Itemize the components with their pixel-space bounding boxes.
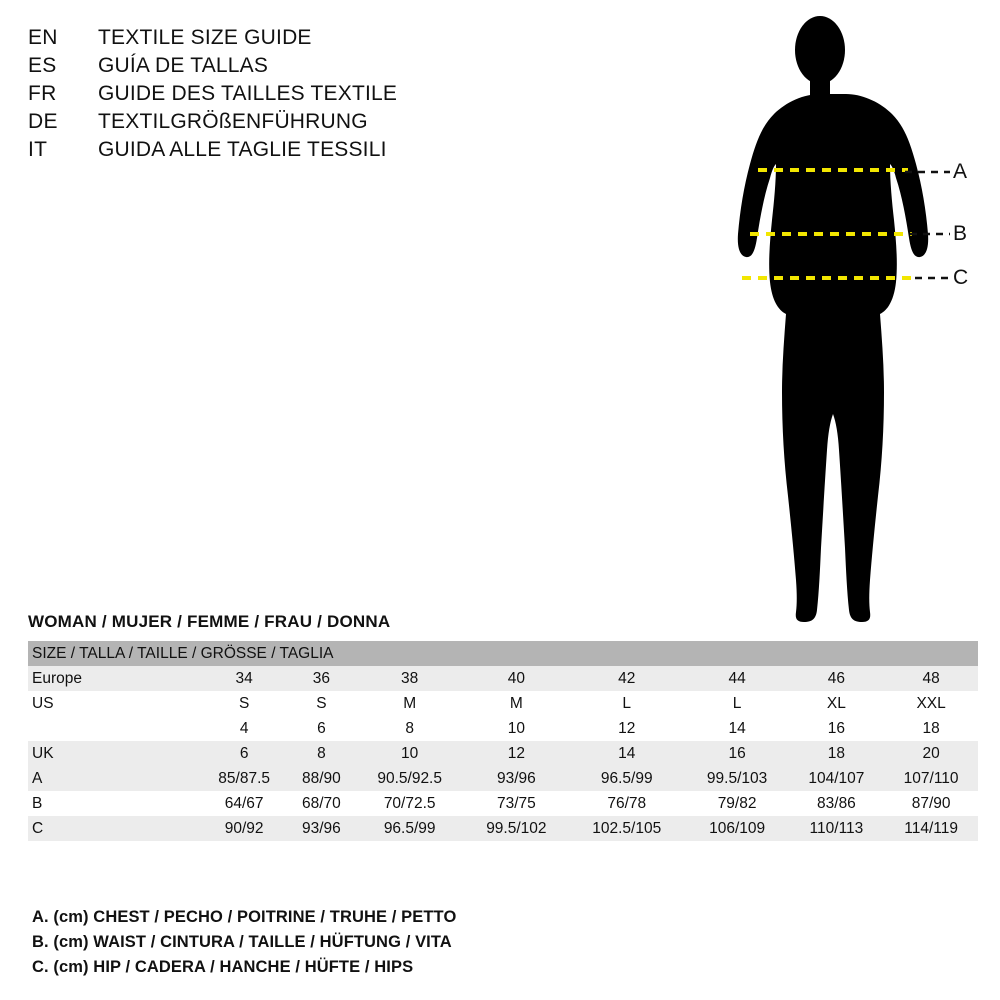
row-label-uk: UK bbox=[28, 741, 200, 766]
cell: XL bbox=[789, 691, 885, 716]
female-silhouette-icon bbox=[700, 10, 990, 630]
cell: 107/110 bbox=[884, 766, 978, 791]
cell: 40 bbox=[465, 666, 568, 691]
row-label-b: B bbox=[28, 791, 200, 816]
language-text-es: GUÍA DE TALLAS bbox=[98, 54, 269, 77]
cell: 68/70 bbox=[288, 791, 354, 816]
cell: 12 bbox=[568, 716, 686, 741]
cell: 8 bbox=[288, 741, 354, 766]
measure-label-b: B bbox=[953, 222, 968, 245]
cell: S bbox=[200, 691, 288, 716]
cell: 18 bbox=[884, 716, 978, 741]
table-row bbox=[28, 816, 978, 841]
cell: 42 bbox=[568, 666, 686, 691]
cell: 18 bbox=[789, 741, 885, 766]
row-label-us-numeric bbox=[28, 716, 200, 741]
cell: 104/107 bbox=[789, 766, 885, 791]
cell: 114/119 bbox=[884, 816, 978, 841]
language-code-de: DE bbox=[28, 110, 58, 133]
cell: 8 bbox=[355, 716, 465, 741]
language-title-block bbox=[28, 26, 548, 166]
footnotes bbox=[32, 905, 932, 980]
row-label-europe: Europe bbox=[28, 666, 200, 691]
cell: 99.5/102 bbox=[465, 816, 568, 841]
language-text-en: TEXTILE SIZE GUIDE bbox=[98, 26, 312, 49]
cell: 12 bbox=[465, 741, 568, 766]
cell: 20 bbox=[884, 741, 978, 766]
cell: 96.5/99 bbox=[355, 816, 465, 841]
cell: 93/96 bbox=[288, 816, 354, 841]
cell: 14 bbox=[686, 716, 789, 741]
cell: M bbox=[355, 691, 465, 716]
cell: 83/86 bbox=[789, 791, 885, 816]
cell: 10 bbox=[355, 741, 465, 766]
cell: 96.5/99 bbox=[568, 766, 686, 791]
cell: M bbox=[465, 691, 568, 716]
row-label-c: C bbox=[28, 816, 200, 841]
measurement-figure bbox=[700, 10, 990, 630]
row-label-a: A bbox=[28, 766, 200, 791]
cell: 110/113 bbox=[789, 816, 885, 841]
footnote-b: B. (cm) WAIST / CINTURA / TAILLE / HÜFTUNG / VITA bbox=[32, 933, 452, 951]
cell: 10 bbox=[465, 716, 568, 741]
cell: XXL bbox=[884, 691, 978, 716]
cell: 36 bbox=[288, 666, 354, 691]
cell: 38 bbox=[355, 666, 465, 691]
table-header-row bbox=[28, 641, 978, 666]
language-text-it: GUIDA ALLE TAGLIE TESSILI bbox=[98, 138, 387, 161]
table-row bbox=[28, 766, 978, 791]
language-code-es: ES bbox=[28, 54, 57, 77]
cell: 48 bbox=[884, 666, 978, 691]
cell: 79/82 bbox=[686, 791, 789, 816]
cell: 102.5/105 bbox=[568, 816, 686, 841]
size-table bbox=[28, 641, 978, 841]
cell: 16 bbox=[686, 741, 789, 766]
cell: 64/67 bbox=[200, 791, 288, 816]
table-row bbox=[28, 741, 978, 766]
table-section-title: WOMAN / MUJER / FEMME / FRAU / DONNA bbox=[28, 612, 391, 631]
cell: 44 bbox=[686, 666, 789, 691]
cell: 93/96 bbox=[465, 766, 568, 791]
cell: 4 bbox=[200, 716, 288, 741]
language-text-de: TEXTILGRÖßENFÜHRUNG bbox=[98, 110, 368, 133]
cell: 90.5/92.5 bbox=[355, 766, 465, 791]
table-row bbox=[28, 691, 978, 716]
cell: 70/72.5 bbox=[355, 791, 465, 816]
language-row-es bbox=[28, 54, 548, 82]
cell: L bbox=[686, 691, 789, 716]
row-label-us: US bbox=[28, 691, 200, 716]
language-row-de bbox=[28, 110, 548, 138]
cell: 14 bbox=[568, 741, 686, 766]
cell: 73/75 bbox=[465, 791, 568, 816]
language-code-it: IT bbox=[28, 138, 48, 161]
cell: 6 bbox=[200, 741, 288, 766]
language-code-en: EN bbox=[28, 26, 58, 49]
cell: 99.5/103 bbox=[686, 766, 789, 791]
cell: 6 bbox=[288, 716, 354, 741]
cell: 90/92 bbox=[200, 816, 288, 841]
measure-label-a: A bbox=[953, 160, 968, 183]
cell: 34 bbox=[200, 666, 288, 691]
cell: 46 bbox=[789, 666, 885, 691]
language-row-fr bbox=[28, 82, 548, 110]
cell: 106/109 bbox=[686, 816, 789, 841]
language-code-fr: FR bbox=[28, 82, 57, 105]
cell: 16 bbox=[789, 716, 885, 741]
table-header-label: SIZE / TALLA / TAILLE / GRÖSSE / TAGLIA bbox=[28, 641, 978, 666]
cell: L bbox=[568, 691, 686, 716]
size-table-section bbox=[28, 612, 978, 841]
cell: 88/90 bbox=[288, 766, 354, 791]
cell: 85/87.5 bbox=[200, 766, 288, 791]
table-row bbox=[28, 716, 978, 741]
language-text-fr: GUIDE DES TAILLES TEXTILE bbox=[98, 82, 398, 105]
footnote-a: A. (cm) CHEST / PECHO / POITRINE / TRUHE / PETTO bbox=[32, 908, 457, 926]
table-row bbox=[28, 791, 978, 816]
measure-label-c: C bbox=[953, 266, 969, 289]
cell: 87/90 bbox=[884, 791, 978, 816]
footnote-c: C. (cm) HIP / CADERA / HANCHE / HÜFTE / HIPS bbox=[32, 958, 414, 976]
cell: S bbox=[288, 691, 354, 716]
cell: 76/78 bbox=[568, 791, 686, 816]
language-row-it bbox=[28, 138, 548, 166]
table-row bbox=[28, 666, 978, 691]
language-row-en bbox=[28, 26, 548, 54]
